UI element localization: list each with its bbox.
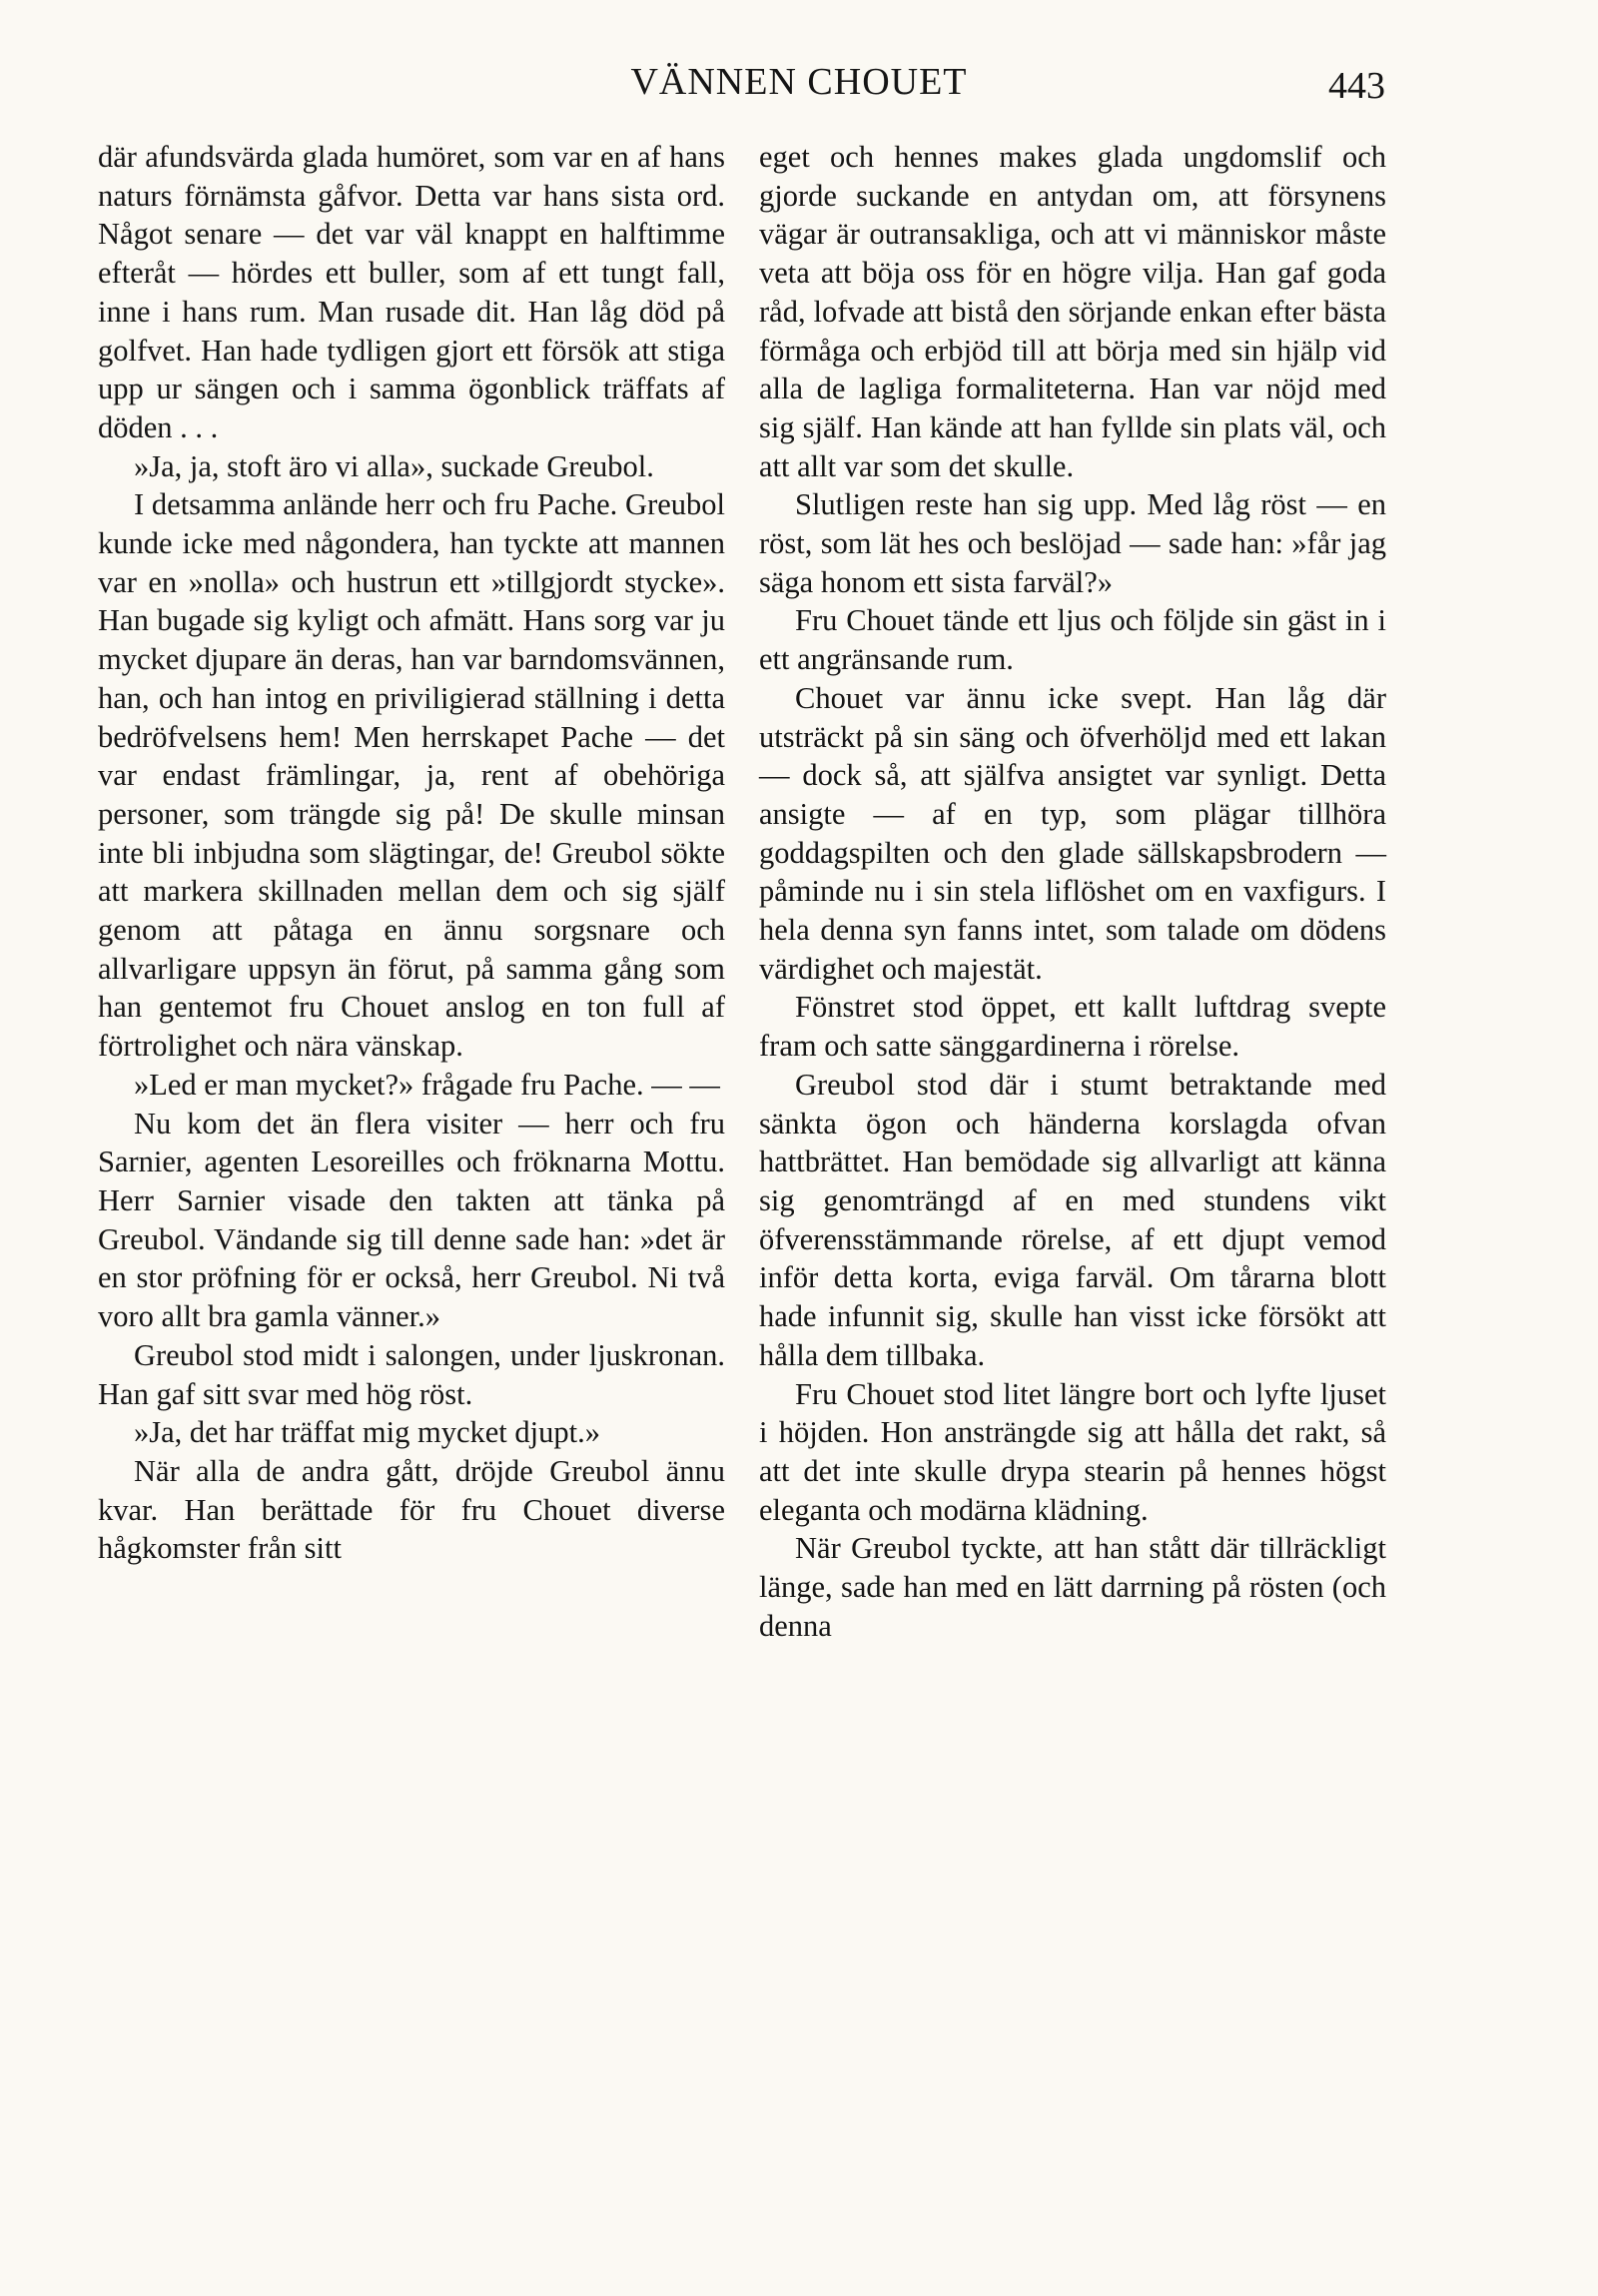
paragraph: I detsamma anlände herr och fru Pache. Greubol kunde icke med någondera, han tyckte att mannen var en »nolla» och hustrun ett »tillgjordt stycke». Han bugade sig kyligt och afmätt. Hans sorg var ju mycket djupare än deras, han var barndomsvännen, han, och han intog en priviligierad ställning i detta bedröfvelsens hem! Men herrskapet Pache — det var endast främlingar, ja, rent af obehöriga personer, som trängde sig på! De skulle minsan inte bli inbjudna som slägtingar, de! Greubol sökte att markera skillnaden mellan dem och sig själf genom att påtaga en ännu sorgsnare och allvarligare uppsyn än förut, på samma gång som han gentemot fru Chouet anslog en ton full af förtrolighet och nära vänskap. <box>98 487 725 1064</box>
page-number: 443 <box>1328 65 1385 107</box>
paragraph: Greubol stod där i stumt betraktande med sänkta ögon och händerna korslagda ofvan hattbrättet. Han bemödade sig allvarligt att känna sig genomträngd af en med stundens vikt öfverensstämmande rörelse, af ett djupt vemod inför detta korta, eviga farväl. Om tårarna blott hade infunnit sig, skulle han visst icke försökt att hålla dem tillbaka. <box>759 1067 1386 1372</box>
paragraph: Greubol stod midt i salongen, under ljuskronan. Han gaf sitt svar med hög röst. <box>98 1337 725 1411</box>
paragraph: När Greubol tyckte, att han stått där tillräckligt länge, sade han med en lätt darrning på rösten (och denna <box>759 1531 1386 1643</box>
paragraph: Fönstret stod öppet, ett kallt luftdrag svepte fram och satte sänggardinerna i rörelse. <box>759 990 1386 1064</box>
paragraph: Slutligen reste han sig upp. Med låg röst — en röst, som lät hes och beslöjad — sade han: »får jag säga honom ett sista farväl?» <box>759 487 1386 599</box>
paragraph: Fru Chouet tände ett ljus och följde sin gäst in i ett angränsande rum. <box>759 603 1386 677</box>
paragraph: När alla de andra gått, dröjde Greubol ännu kvar. Han berättade för fru Chouet diverse hågkomster från sitt <box>98 1453 725 1566</box>
paragraph: Chouet var ännu icke svept. Han låg där utsträckt på sin säng och öfverhöljd med ett lakan — dock så, att själfva ansigtet var synligt. Detta ansigte — af en typ, som plägar tillhöra goddagspilten och den glade sällskapsbrodern — påminde nu i sin stela liflöshet om en vaxfigurs. I hela denna syn fanns intet, som talade om dödens värdighet och majestät. <box>759 680 1386 986</box>
paragraph: »Led er man mycket?» frågade fru Pache. — — <box>134 1067 720 1102</box>
paragraph: där afundsvärda glada humöret, som var en af hans naturs förnämsta gåfvor. Detta var hans sista ord. Något senare — det var väl knappt en halftimme efteråt — hördes ett buller, som af ett tungt fall, inne i hans rum. Man rusade dit. Han låg död på golfvet. Han hade tydligen gjort ett försök att stiga upp ur sängen och i samma ögonblick träffats af döden . . . <box>98 140 725 444</box>
paragraph: »Ja, ja, stoft äro vi alla», suckade Greubol. <box>134 448 654 483</box>
paragraph: Fru Chouet stod litet längre bort och lyfte ljuset i höjden. Hon ansträngde sig att hålla det rakt, så att det inte skulle drypa stearin på hennes högst eleganta och modärna klädning. <box>759 1376 1386 1527</box>
running-title: VÄNNEN CHOUET <box>630 61 968 103</box>
paragraph: »Ja, det har träffat mig mycket djupt.» <box>134 1415 600 1450</box>
paragraph: Nu kom det än flera visiter — herr och fru Sarnier, agenten Lesoreilles och fröknarna Mottu. Herr Sarnier visade den takten att tänka på Greubol. Vändande sig till denne sade han: »det är en stor pröfning för er också, herr Greubol. Ni två voro allt bra gamla vänner.» <box>98 1106 725 1334</box>
left-text-column <box>98 138 725 1568</box>
paragraph: eget och hennes makes glada ungdomslif och gjorde suckande en antydan om, att försynens vägar är outransakliga, och att vi människor måste veta att böja oss för en högre vilja. Han gaf goda råd, lofvade att bistå den sörjande enkan efter bästa förmåga och erbjöd till att börja med sin hjälp vid alla de lagliga formaliteterna. Han var nöjd med sig själf. Han kände att han fyllde sin plats väl, och att allt var som det skulle. <box>759 140 1386 483</box>
right-text-column <box>759 138 1386 1645</box>
